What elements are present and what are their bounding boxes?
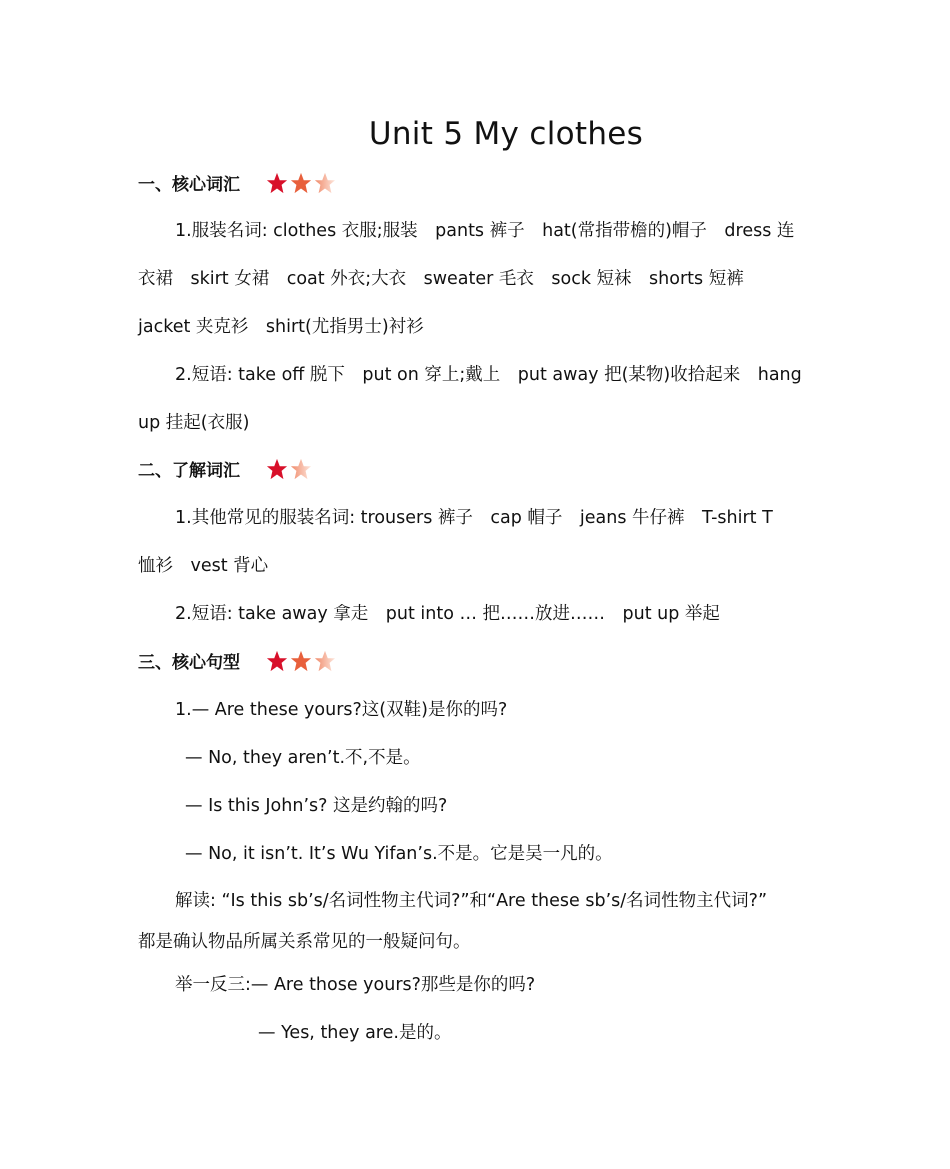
dialog-line-2: — No, they aren’t.不,不是。 <box>185 748 421 768</box>
explanation-line-1: 解读: “Is this sb’s/名词性物主代词?”和“Are these sb’s/名词性物主代词?” <box>175 891 768 911</box>
vocab-phrases-line-2: up 挂起(衣服) <box>138 413 250 433</box>
star-faded-icon <box>314 172 336 194</box>
rating-stars <box>266 650 338 679</box>
vocab-clothing-nouns-line-1: 1.服装名词: clothes 衣服;服装 pants 裤子 hat(常指带檐的)帽子 dress 连 <box>175 221 795 241</box>
star-faded-icon <box>290 458 312 480</box>
section-heading-text: 一、核心词汇 <box>138 175 240 195</box>
section-heading-text: 三、核心句型 <box>138 653 240 673</box>
star-full-icon <box>290 650 312 672</box>
star-full-icon <box>266 458 288 480</box>
other-clothing-nouns-line-2: 恤衫 vest 背心 <box>138 556 269 576</box>
section-heading-core-vocabulary <box>138 172 338 201</box>
example-line-1: 举一反三:— Are those yours?那些是你的吗? <box>175 975 536 995</box>
star-faded-icon <box>314 650 336 672</box>
star-full-icon <box>290 172 312 194</box>
vocab-clothing-nouns-line-3: jacket 夹克衫 shirt(尤指男士)衬衫 <box>138 317 424 337</box>
page-title: Unit 5 My clothes <box>368 116 644 152</box>
star-full-icon <box>266 650 288 672</box>
other-phrases-line: 2.短语: take away 拿走 put into … 把……放进…… put up 举起 <box>175 604 720 624</box>
dialog-line-3: — Is this John’s? 这是约翰的吗? <box>185 796 448 816</box>
vocab-clothing-nouns-line-2: 衣裙 skirt 女裙 coat 外衣;大衣 sweater 毛衣 sock 短袜 shorts 短裤 <box>138 269 744 289</box>
other-clothing-nouns-line-1: 1.其他常见的服装名词: trousers 裤子 cap 帽子 jeans 牛仔裤 T-shirt T <box>175 508 773 528</box>
section-heading-extended-vocabulary <box>138 458 314 487</box>
section-heading-text: 二、了解词汇 <box>138 461 240 481</box>
section-heading-core-sentences <box>138 650 338 679</box>
explanation-line-2: 都是确认物品所属关系常见的一般疑问句。 <box>138 932 471 952</box>
star-full-icon <box>266 172 288 194</box>
dialog-line-4: — No, it isn’t. It’s Wu Yifan’s.不是。它是吴一凡的。 <box>185 844 613 864</box>
dialog-line-1: 1.— Are these yours?这(双鞋)是你的吗? <box>175 700 508 720</box>
example-line-2: — Yes, they are.是的。 <box>258 1023 452 1043</box>
rating-stars <box>266 172 338 201</box>
rating-stars <box>266 458 314 487</box>
vocab-phrases-line-1: 2.短语: take off 脱下 put on 穿上;戴上 put away 把(某物)收拾起来 hang <box>175 365 802 385</box>
